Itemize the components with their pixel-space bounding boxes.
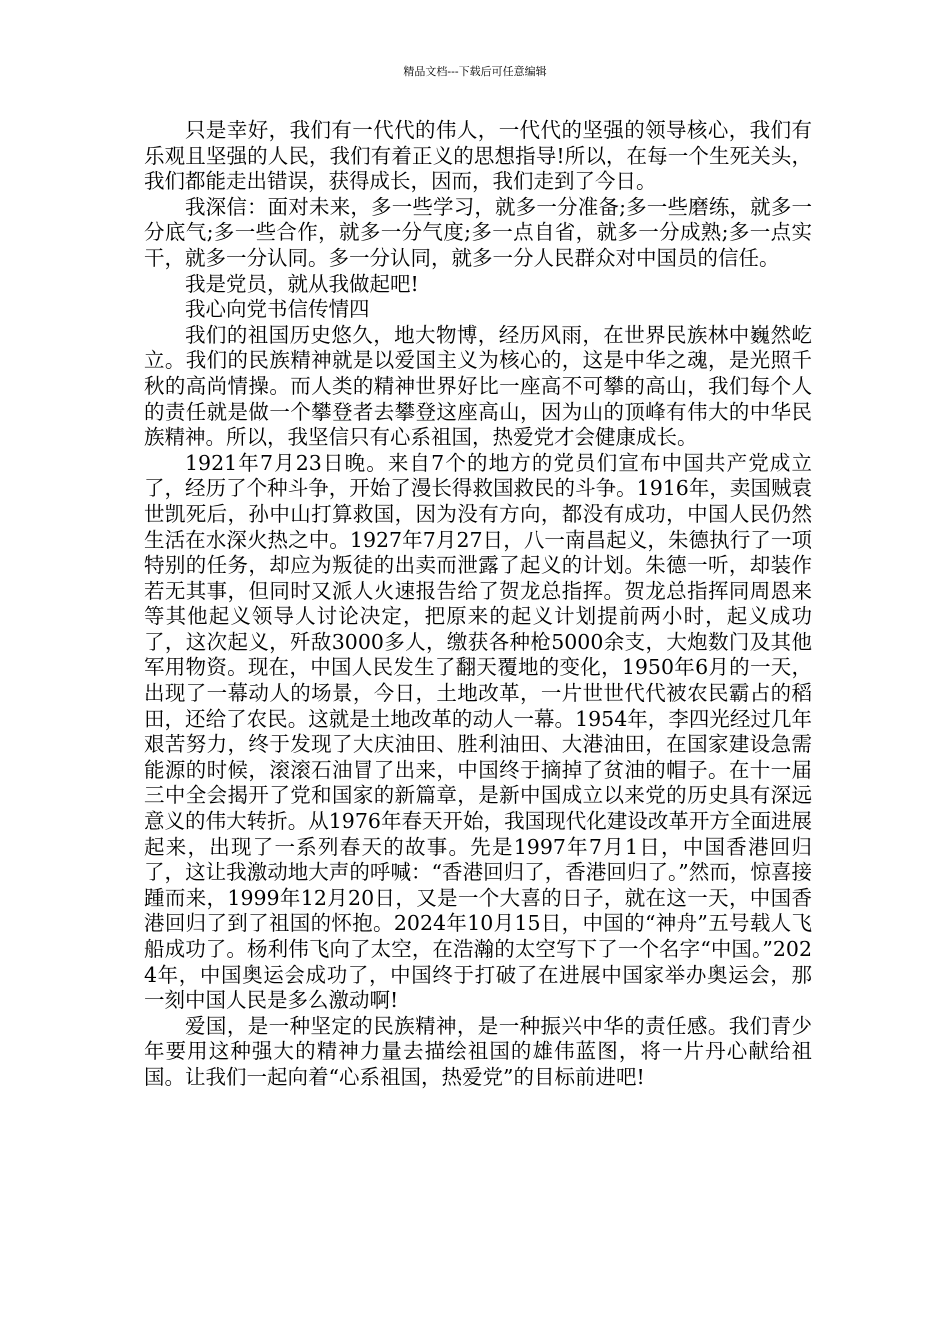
paragraph-5: 1921年7月23日晚。来自7个的地方的党员们宣布中国共产党成立了，经历了个种斗争，开始了漫长得救国救民的斗争。1916年，卖国贼袁世凯死后，孙中山打算救国，因为没有方向，都没有成功，中国人民仍然生活在水深火热之中。1927年7月27日，八一南昌起义，朱德执行了一项特别的任务，却应为叛徒的出卖而泄露了起义的计划。朱德一听，却装作若无其事，但同时又派人火速报告给了贺龙总指挥。贺龙总指挥同周恩来等其他起义领导人讨论决定，把原来的起义计划提前两小时，起义成功了，这次起义，歼敌3000多人，缴获各种枪5000余支，大炮数门及其他军用物资。现在，中国人民发生了翻天覆地的变化，1950年6月的一天，出现了一幕动人的场景，今日，土地改革，一片世世代代被农民霸占的稻田，还给了农民。这就是土地改革的动人一幕。1954年，李四光经过几年艰苦努力，终于发现了大庆油田、胜利油田、大港油田，在国家建设急需能源的时候，滚滚石油冒了出来，中国终于摘掉了贫油的帽子。在十一届三中全会揭开了党和国家的新篇章，是新中国成立以来党的历史具有深远意义的伟大转折。从1976年春天开始，我国现代化建设改革开方全面进展起来，出现了一系列春天的故事。先是1997年7月1日，中国香港回归了，这让我激动地大声的呼喊：“香港回归了，香港回归了。”然而，惊喜接踵而来，1999年12月20日，又是一个大喜的日子，就在这一天，中国香港回归了到了祖国的怀抱。2024年10月15日，中国的“神舟”五号载人飞船成功了。杨利伟飞向了太空，在浩瀚的太空写下了一个名字“中国。”2024年，中国奥运会成功了，中国终于打破了在进展中国家举办奥运会，那一刻中国人民是多么激动啊! (144, 450, 812, 1013)
paragraph-3: 我是党员，就从我做起吧! (185, 271, 419, 296)
page-header: 精品文档---下载后可任意编辑 (403, 65, 547, 78)
document-body (144, 118, 812, 1091)
paragraph-2: 我深信：面对未来，多一些学习，就多一分准备;多一些磨练，就多一分底气;多一些合作，就多一分气度;多一点自省，就多一分成熟;多一点实干，就多一分认同。多一分认同，就多一分人民群众对中国员的信任。 (144, 194, 812, 270)
section-title: 我心向党书信传情四 (185, 297, 370, 322)
paragraph-6: 爱国，是一种坚定的民族精神，是一种振兴中华的责任感。我们青少年要用这种强大的精神力量去描绘祖国的雄伟蓝图，将一片丹心献给祖国。让我们一起向着“心系祖国，热爱党”的目标前进吧! (144, 1013, 812, 1089)
paragraph-4: 我们的祖国历史悠久，地大物博，经历风雨，在世界民族林中巍然屹立。我们的民族精神就是以爱国主义为核心的，这是中华之魂，是光照千秋的高尚情操。而人类的精神世界好比一座高不可攀的高山，我们每个人的责任就是做一个攀登者去攀登这座高山，因为山的顶峰有伟大的中华民族精神。所以，我坚信只有心系祖国，热爱党才会健康成长。 (144, 322, 812, 450)
paragraph-1: 只是幸好，我们有一代代的伟人，一代代的坚强的领导核心，我们有乐观且坚强的人民，我们有着正义的思想指导!所以，在每一个生死关头，我们都能走出错误，获得成长，因而，我们走到了今日。 (144, 118, 812, 194)
